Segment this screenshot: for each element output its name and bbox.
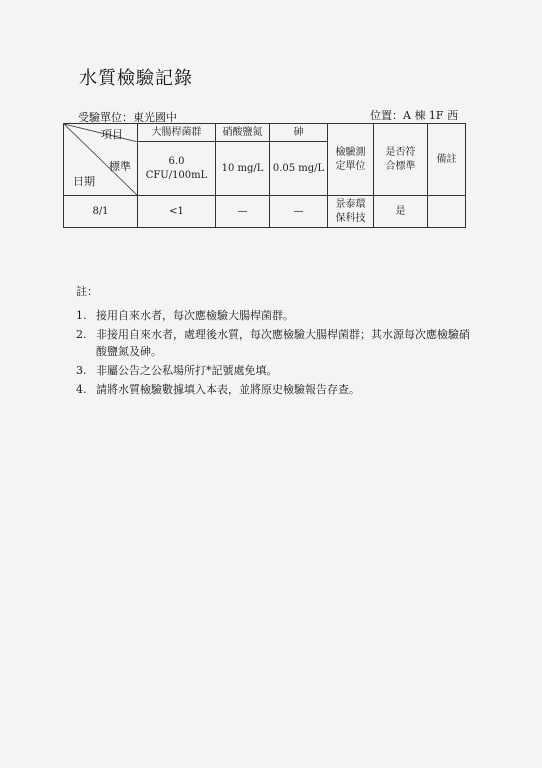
header-nitrate: 硝酸鹽氮 (216, 124, 270, 142)
notes-list (76, 307, 476, 398)
row-compliant: 是 (374, 196, 428, 228)
notes-section (76, 283, 476, 400)
header-arsenic: 砷 (270, 124, 328, 142)
row-nitrate: — (216, 196, 270, 228)
inspected-unit: 受驗單位：東光國中 (78, 111, 177, 124)
standard-arsenic: 0.05 mg/L (270, 142, 328, 196)
note-text: 接用自來水者，每次應檢驗大腸桿菌群。 (96, 309, 294, 322)
list-item (76, 326, 476, 360)
location-label: 位置：A 棟 1F 西 (370, 109, 459, 122)
row-arsenic: — (270, 196, 328, 228)
list-item (76, 362, 476, 379)
header-coliform: 大腸桿菌群 (138, 124, 216, 142)
corner-date-label: 日期 (73, 175, 95, 188)
header-compliant: 是否符合標準 (374, 124, 428, 196)
note-text: 請將水質檢驗數據填入本表，並將原史檢驗報告存查。 (96, 383, 360, 396)
header-remarks: 備註 (428, 124, 466, 196)
corner-item-label: 項目 (101, 128, 123, 141)
corner-standard-label: 標準 (109, 160, 131, 173)
note-number: 3. (76, 364, 87, 377)
note-text: 非屬公告之公私場所打*記號處免填。 (96, 364, 278, 377)
document-title: 水質檢驗記錄 (79, 68, 193, 89)
row-coliform: <1 (138, 196, 216, 228)
note-number: 1. (76, 309, 87, 322)
row-remarks (428, 196, 466, 228)
water-quality-table (63, 123, 466, 228)
standard-coliform: 6.0 CFU/100mL (138, 142, 216, 196)
notes-heading: 註： (76, 285, 98, 298)
header-lab: 檢驗測定單位 (328, 124, 374, 196)
list-item (76, 381, 476, 398)
row-date: 8/1 (64, 196, 138, 228)
note-text: 非接用自來水者，處理後水質，每次應檢驗大腸桿菌群；其水源每次應檢驗硝酸鹽氮及砷。 (96, 328, 470, 358)
table-corner-cell (64, 124, 138, 196)
note-number: 4. (76, 383, 87, 396)
table-row (64, 196, 466, 228)
row-lab: 景泰環保科技 (328, 196, 374, 228)
list-item (76, 307, 476, 324)
note-number: 2. (76, 328, 87, 341)
standard-nitrate: 10 mg/L (216, 142, 270, 196)
